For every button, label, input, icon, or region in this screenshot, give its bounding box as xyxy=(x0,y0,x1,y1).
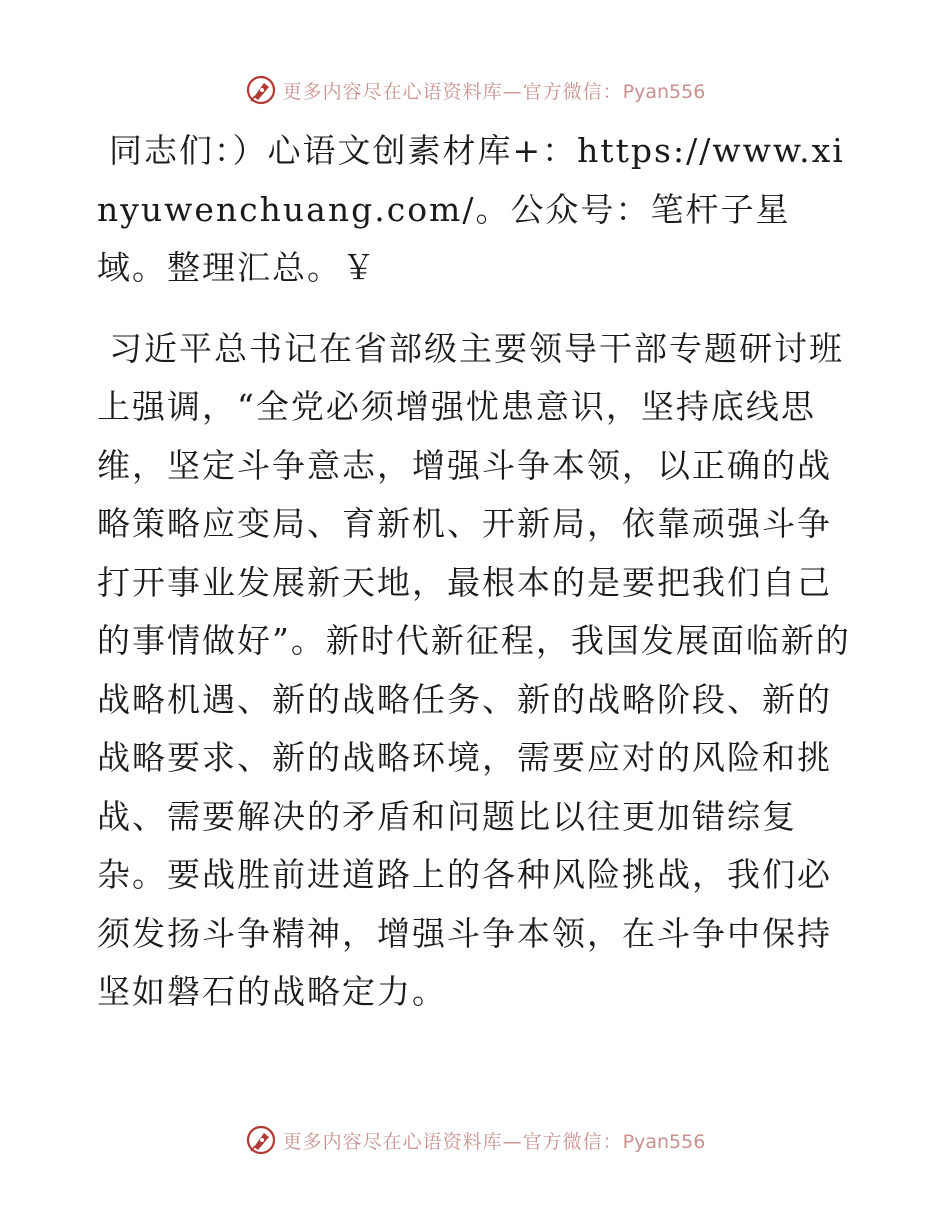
paragraph-intro: 同志们：）心语文创素材库+：https://www.xinyuwenchuang.com/。公众号：笔杆子星域。整理汇总。￥ xyxy=(97,131,845,287)
paragraph-main: 习近平总书记在省部级主要领导干部专题研讨班上强调，“全党必须增强忧患意识，坚持底线思维，坚定斗争意志，增强斗争本领，以正确的战略策略应变局、育新机、开新局，依靠顽强斗争打开事业发展新天地，最根本的是要把我们自己的事情做好”。新时代新征程，我国发展面临新的战略机遇、新的战略任务、新的战略阶段、新的战略要求、新的战略环境，需要应对的风险和挑战、需要解决的矛盾和问题比以往更加错综复杂。要战胜前进道路上的各种风险挑战，我们必须发扬斗争精神，增强斗争本领，在斗争中保持坚如磐石的战略定力。 xyxy=(97,328,851,1011)
watermark-text xyxy=(283,77,706,104)
pen-nib-logo-icon xyxy=(245,1124,277,1156)
watermark-account: Pyan556 xyxy=(622,80,706,103)
watermark-slogan: 更多内容尽在心语资料库—官方微信： xyxy=(282,80,623,103)
footer-watermark-banner xyxy=(0,1120,950,1160)
watermark-account: Pyan556 xyxy=(622,1130,706,1153)
header-watermark-banner xyxy=(0,70,950,110)
watermark-slogan: 更多内容尽在心语资料库—官方微信： xyxy=(282,1130,623,1153)
document-body xyxy=(97,122,857,1022)
watermark-text xyxy=(283,1127,706,1154)
pen-nib-logo-icon xyxy=(245,74,277,106)
